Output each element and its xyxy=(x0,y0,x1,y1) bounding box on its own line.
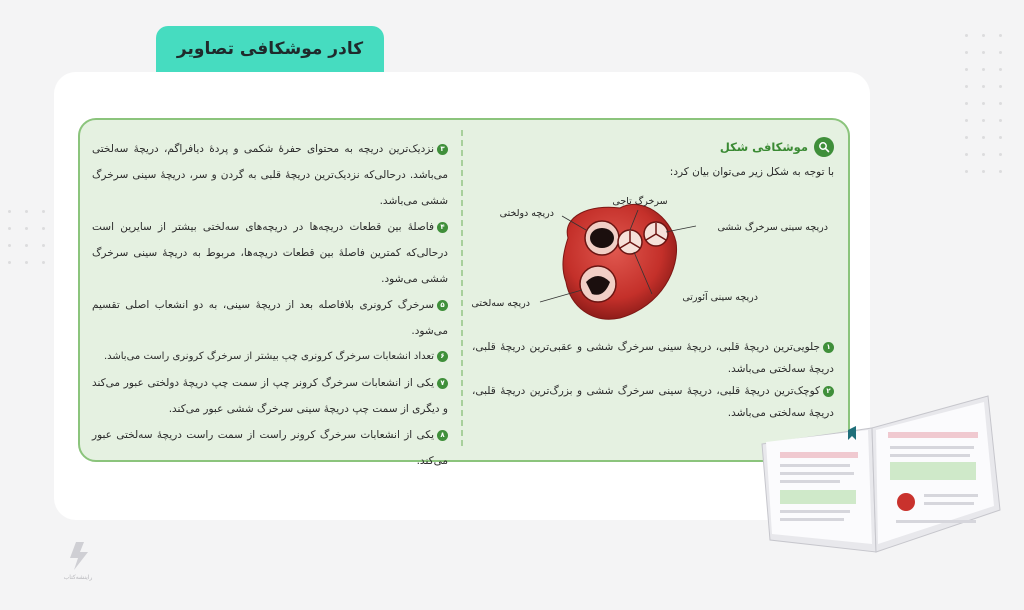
finding-item xyxy=(472,336,834,380)
note-item xyxy=(92,422,448,474)
figure-intro: با توجه به شکل زیر می‌توان بیان کرد: xyxy=(669,166,834,178)
heart-body xyxy=(563,204,677,319)
pulmonary-valve xyxy=(644,222,668,246)
label-coronary-artery: سرخرگ تاجی xyxy=(612,196,668,207)
aortic-valve xyxy=(618,230,642,254)
item-number-badge: ۷ xyxy=(437,378,448,389)
column-divider xyxy=(461,130,463,446)
figure-analysis-column xyxy=(472,134,834,182)
mitral-valve xyxy=(585,221,619,255)
open-book-illustration xyxy=(756,392,1006,562)
label-tricuspid-valve: دریچه سه‌لختی xyxy=(471,298,530,309)
note-text: یکی از انشعابات سرخرگ کرونر چپ از سمت چپ دریچهٔ دولختی عبور می‌کند و دیگری از سمت چپ دریچهٔ سینی سرخرگ ششی عبور می‌کند. xyxy=(92,377,448,415)
finding-text: کوچک‌ترین دریچهٔ قلبی، دریچهٔ سینی سرخرگ ششی و بزرگ‌ترین دریچهٔ قلبی، دریچهٔ سه‌لختی می‌باشد. xyxy=(472,385,834,419)
item-number-badge: ۲ xyxy=(823,386,834,397)
label-mitral-valve: دریچه دولختی xyxy=(499,208,554,219)
finding-text: جلویی‌ترین دریچهٔ قلبی، دریچهٔ سینی سرخرگ ششی و عقبی‌ترین دریچهٔ قلبی، دریچهٔ سه‌لختی می‌باشد. xyxy=(472,341,834,375)
publisher-logo-text: راینشه‌کتاب xyxy=(63,574,93,581)
note-item xyxy=(92,214,448,292)
left-notes-column xyxy=(92,136,448,474)
item-number-badge: ۴ xyxy=(437,222,448,233)
note-text: تعداد انشعابات سرخرگ کرونری چپ بیشتر از سرخرگ کرونری راست می‌باشد. xyxy=(103,351,434,362)
decor-dots-right xyxy=(965,34,1002,173)
note-text: فاصلهٔ بین قطعات دریچه‌ها در دریچه‌های سه‌لختی بیشتر از سایرین است درحالی‌که کمترین فاصلهٔ بین قطعات دریچه‌ها، مربوط به دریچهٔ سینی سرخرگ ششی می‌شود. xyxy=(92,221,448,285)
note-text: نزدیک‌ترین دریچه به محتوای حفرهٔ شکمی و پردهٔ دیافراگم، دریچهٔ سه‌لختی می‌باشد. درحالی‌که نزدیک‌ترین دریچهٔ قلبی به گردن و سر، دریچهٔ سینی سرخرگ ششی می‌باشد. xyxy=(92,143,448,207)
label-pulmonary-valve: دریچه سینی سرخرگ ششی xyxy=(717,222,828,233)
item-number-badge: ۶ xyxy=(437,351,448,362)
item-number-badge: ۱ xyxy=(823,342,834,353)
item-number-badge: ۸ xyxy=(437,430,448,441)
tricuspid-valve xyxy=(580,266,616,302)
decor-dots-left xyxy=(8,210,45,264)
note-item xyxy=(92,292,448,344)
note-item xyxy=(92,344,448,370)
section-tab-title: کادر موشکافی تصاویر xyxy=(156,26,384,72)
note-text: سرخرگ کرونری بلافاصله بعد از دریچهٔ سینی، به دو انشعاب اصلی تقسیم می‌شود. xyxy=(92,299,448,337)
note-item xyxy=(92,370,448,422)
figure-heading xyxy=(472,134,834,160)
item-number-badge: ۵ xyxy=(437,300,448,311)
note-text: یکی از انشعابات سرخرگ کرونر راست از سمت راست دریچهٔ سه‌لختی عبور می‌کند. xyxy=(92,429,448,467)
magnifier-icon xyxy=(814,137,834,157)
label-aortic-valve: دریچه سینی آئورتی xyxy=(682,292,758,303)
figure-heading-text: موشکافی شکل xyxy=(719,140,808,154)
heart-valves-figure xyxy=(470,186,846,334)
item-number-badge: ۳ xyxy=(437,144,448,155)
note-item xyxy=(92,136,448,214)
